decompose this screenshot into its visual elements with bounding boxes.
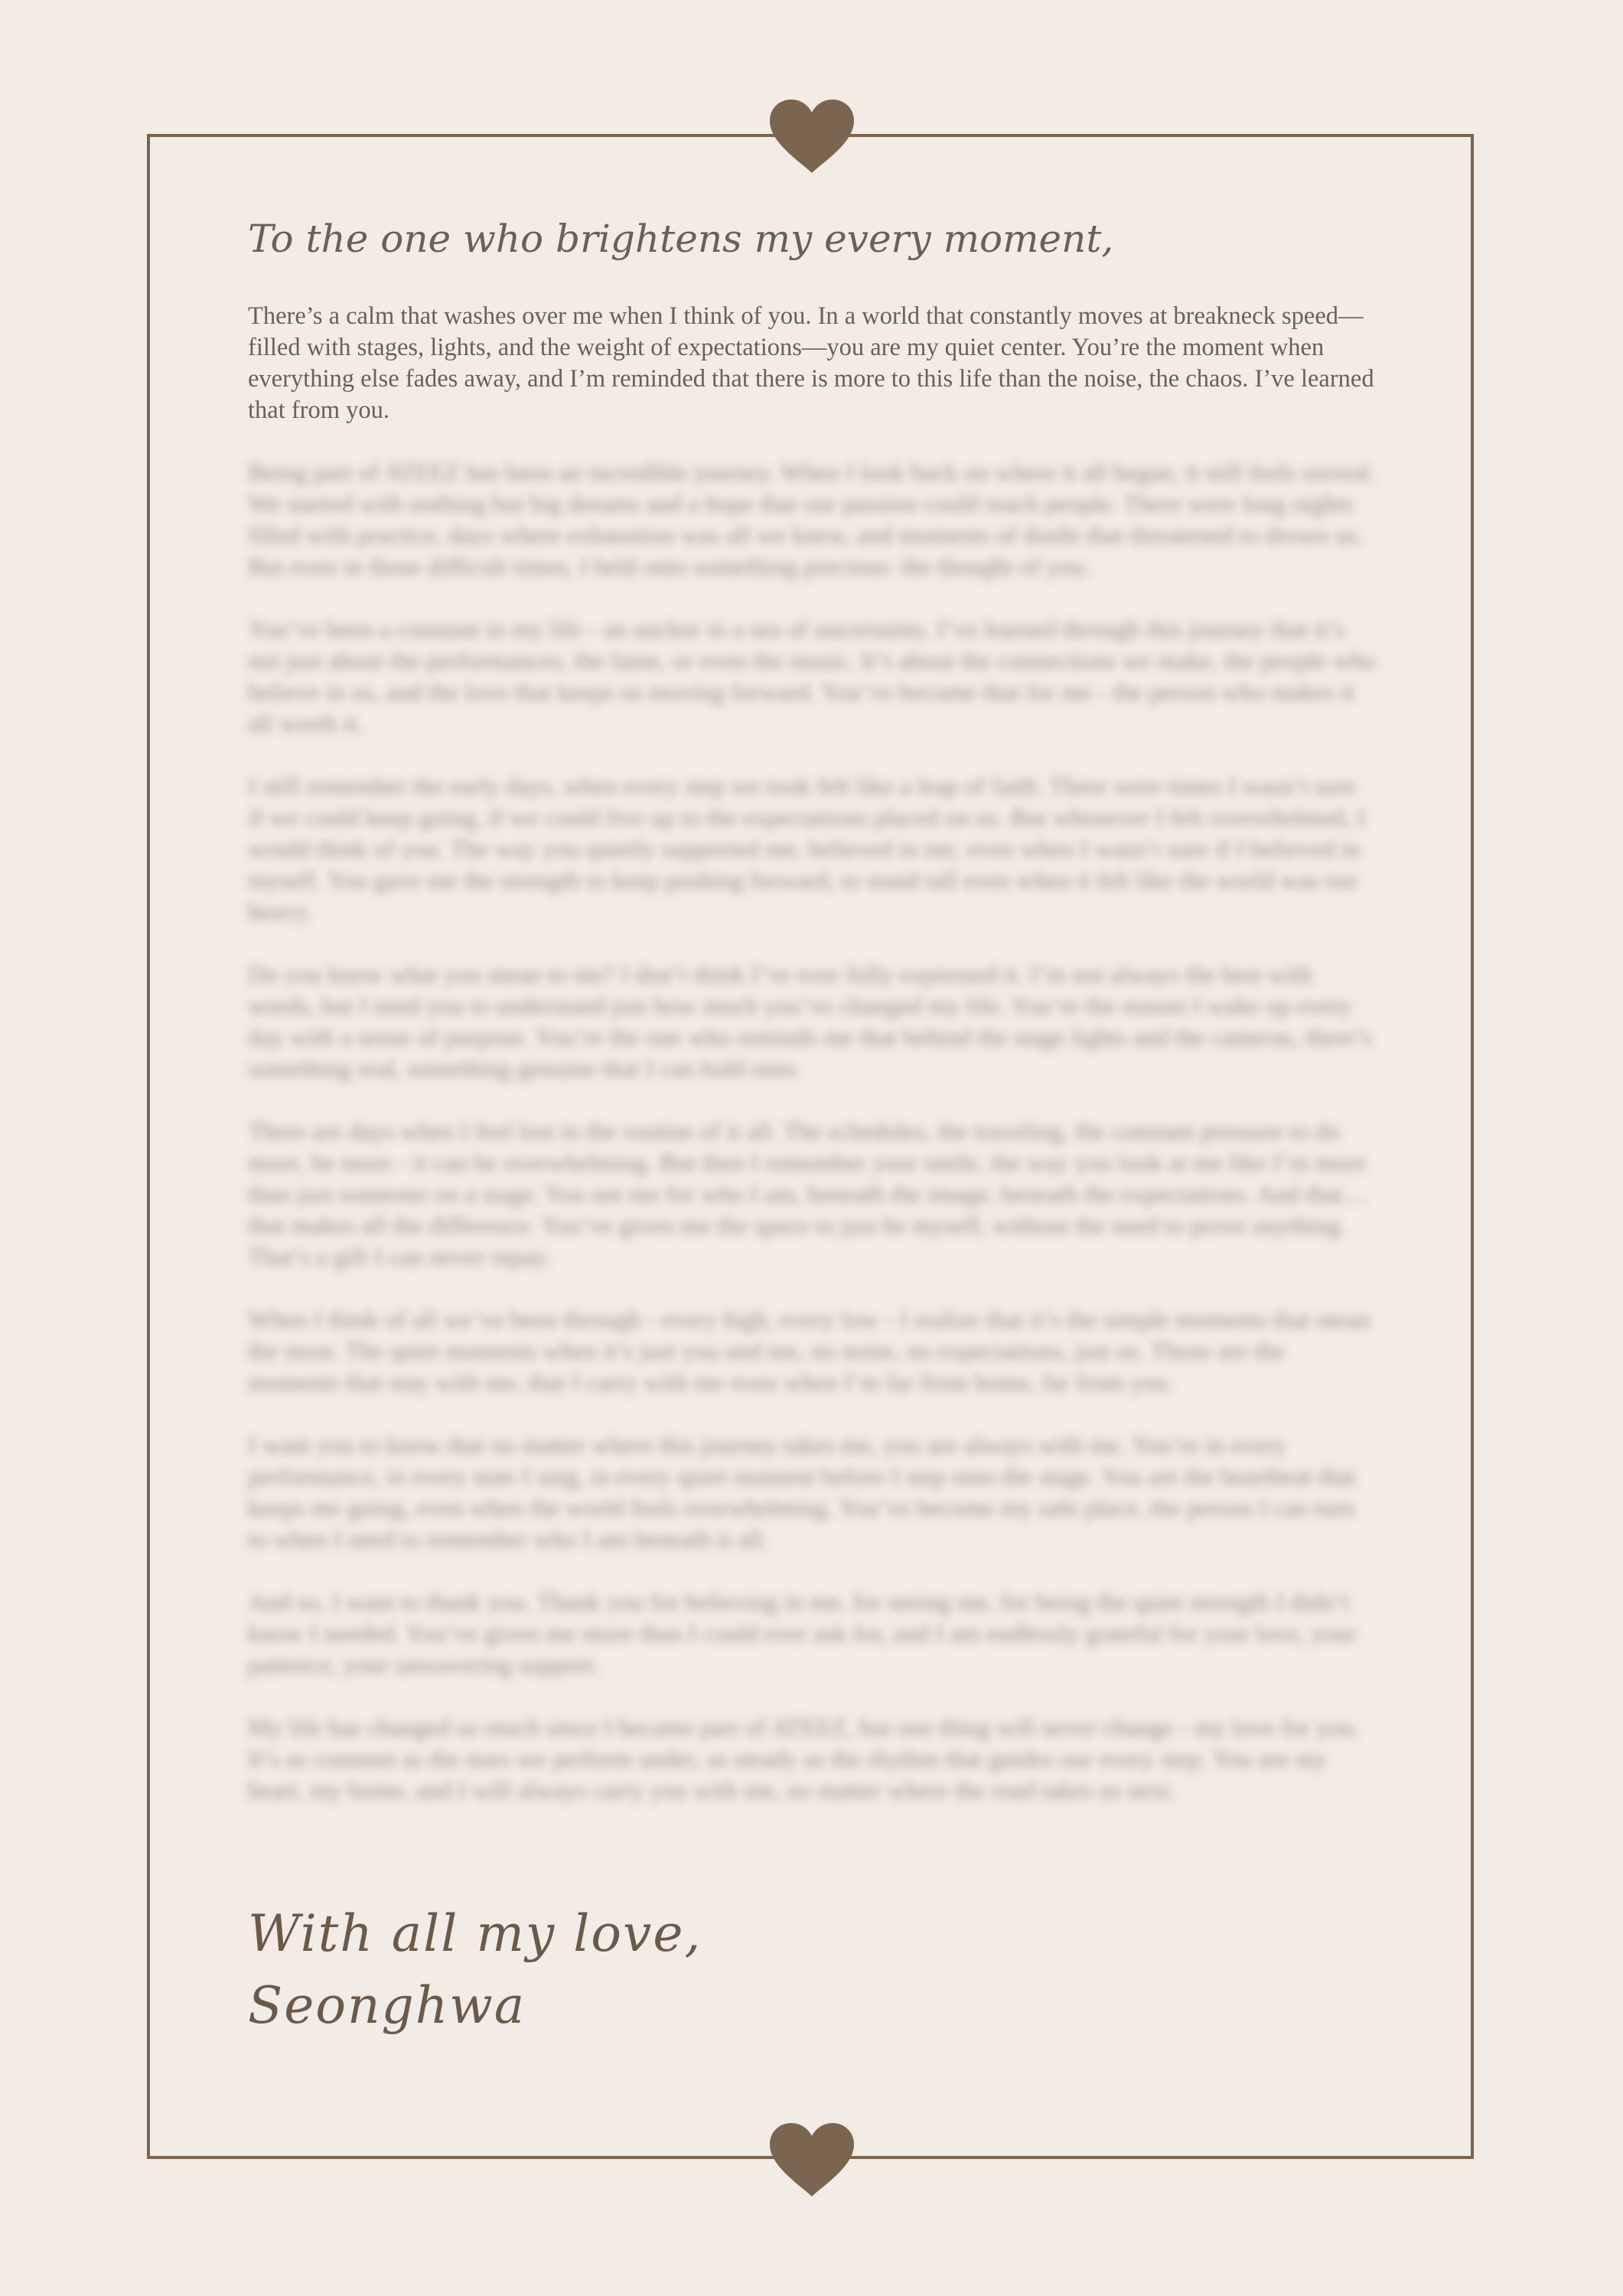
letter-greeting: To the one who brightens my every moment, <box>248 217 1114 261</box>
letter-paragraph: My life has changed so much since I became part of ATEEZ, but one thing will never change - my love for you. It’s as constant as the stars we perform under, as steady as the rhythm that guides our every step. You are my heart, my home, and I will always carry you with me, no matter where the road takes us next. <box>248 1714 1361 1805</box>
letter-paragraph: Do you know what you mean to me? I don’t think I’ve ever fully expressed it. I’m not always the best with words, but I need you to understand just how much you’ve changed my life. You’re the reason I wake up every day with a sense of purpose. You’re the one who reminds me that behind the stage lights and the cameras, there’s something real, something genuine that I can hold onto. <box>248 961 1372 1083</box>
signature: Seonghwa <box>248 1976 526 2035</box>
letter-paragraph: When I think of all we’ve been through - every high, every low - I realize that it’s the simple moments that mean the most. The quiet moments when it’s just you and me, no noise, no expectations, just us. Those are the moments that stay with me, that I carry with me even when I’m far from home, far from you. <box>248 1306 1370 1397</box>
letter-paragraph: I want you to know that no matter where this journey takes me, you are always with me. You’re in every performance, in every note I sing, in every quiet moment before I step onto the stage. You are the heartbeat that keeps me going, even when the world feels overwhelming. You’ve become my safe place, the person I can turn to when I need to remember who I am beneath it all. <box>248 1432 1356 1554</box>
letter-body <box>248 214 1377 1838</box>
letter-paragraph: And so, I want to thank you. Thank you for believing in me, for seeing me, for being the quiet strength I didn’t know I needed. You’ve given me more than I could ever ask for, and I am endlessly grateful for your love, your patience, your unwavering support. <box>248 1589 1357 1679</box>
letter-paragraph: There are days when I feel lost in the routine of it all. The schedules, the traveling, the constant pressure to do more, be more - it can be overwhelming. But then I remember your smile, the way you look at me like I’m more than just someone on a stage. You see me for who I am, beneath the image, beneath the expectations. And that… that makes all the difference. You’ve given me the space to just be myself, without the need to prove anything. That’s a gift I can never repay. <box>248 1118 1368 1271</box>
letter-paragraph: Being part of ATEEZ has been an incredible journey. When I look back on where it all began, it still feels surreal. We started with nothing but big dreams and a hope that our passion could reach people. There were long nights filled with practice, days where exhaustion was all we knew, and moments of doubt that threatened to drown us. But even in those difficult times, I held onto something precious: the thought of you. <box>248 459 1376 581</box>
letter-paragraph: There’s a calm that washes over me when I think of you. In a world that constantly moves at breakneck speed—filled with stages, lights, and the weight of expectations—you are my quiet center. You’re the moment when everything else fades away, and I’m reminded that there is more to this life than the noise, the chaos. I’ve learned that from you. <box>248 302 1374 424</box>
letter-closing <box>248 1898 702 2042</box>
heart-icon <box>768 2122 855 2198</box>
closing-line: With all my love, <box>248 1904 702 1963</box>
letter-paragraphs <box>248 301 1377 1807</box>
letter-paragraph: You’ve been a constant in my life - an anchor in a sea of uncertainty. I’ve learned through this journey that it’s not just about the performances, the fame, or even the music. It’s about the connections we make, the people who believe in us, and the love that keeps us moving forward. You’ve become that for me - the person who makes it all worth it. <box>248 616 1376 738</box>
heart-icon <box>768 98 855 174</box>
letter-paragraph: I still remember the early days, when every step we took felt like a leap of faith. There were times I wasn’t sure if we could keep going, if we could live up to the expectations placed on us. But whenever I felt overwhelmed, I would think of you. The way you quietly supported me, believed in me, even when I wasn’t sure if I believed in myself. You gave me the strength to keep pushing forward, to stand tall even when it felt like the world was too heavy. <box>248 773 1366 926</box>
